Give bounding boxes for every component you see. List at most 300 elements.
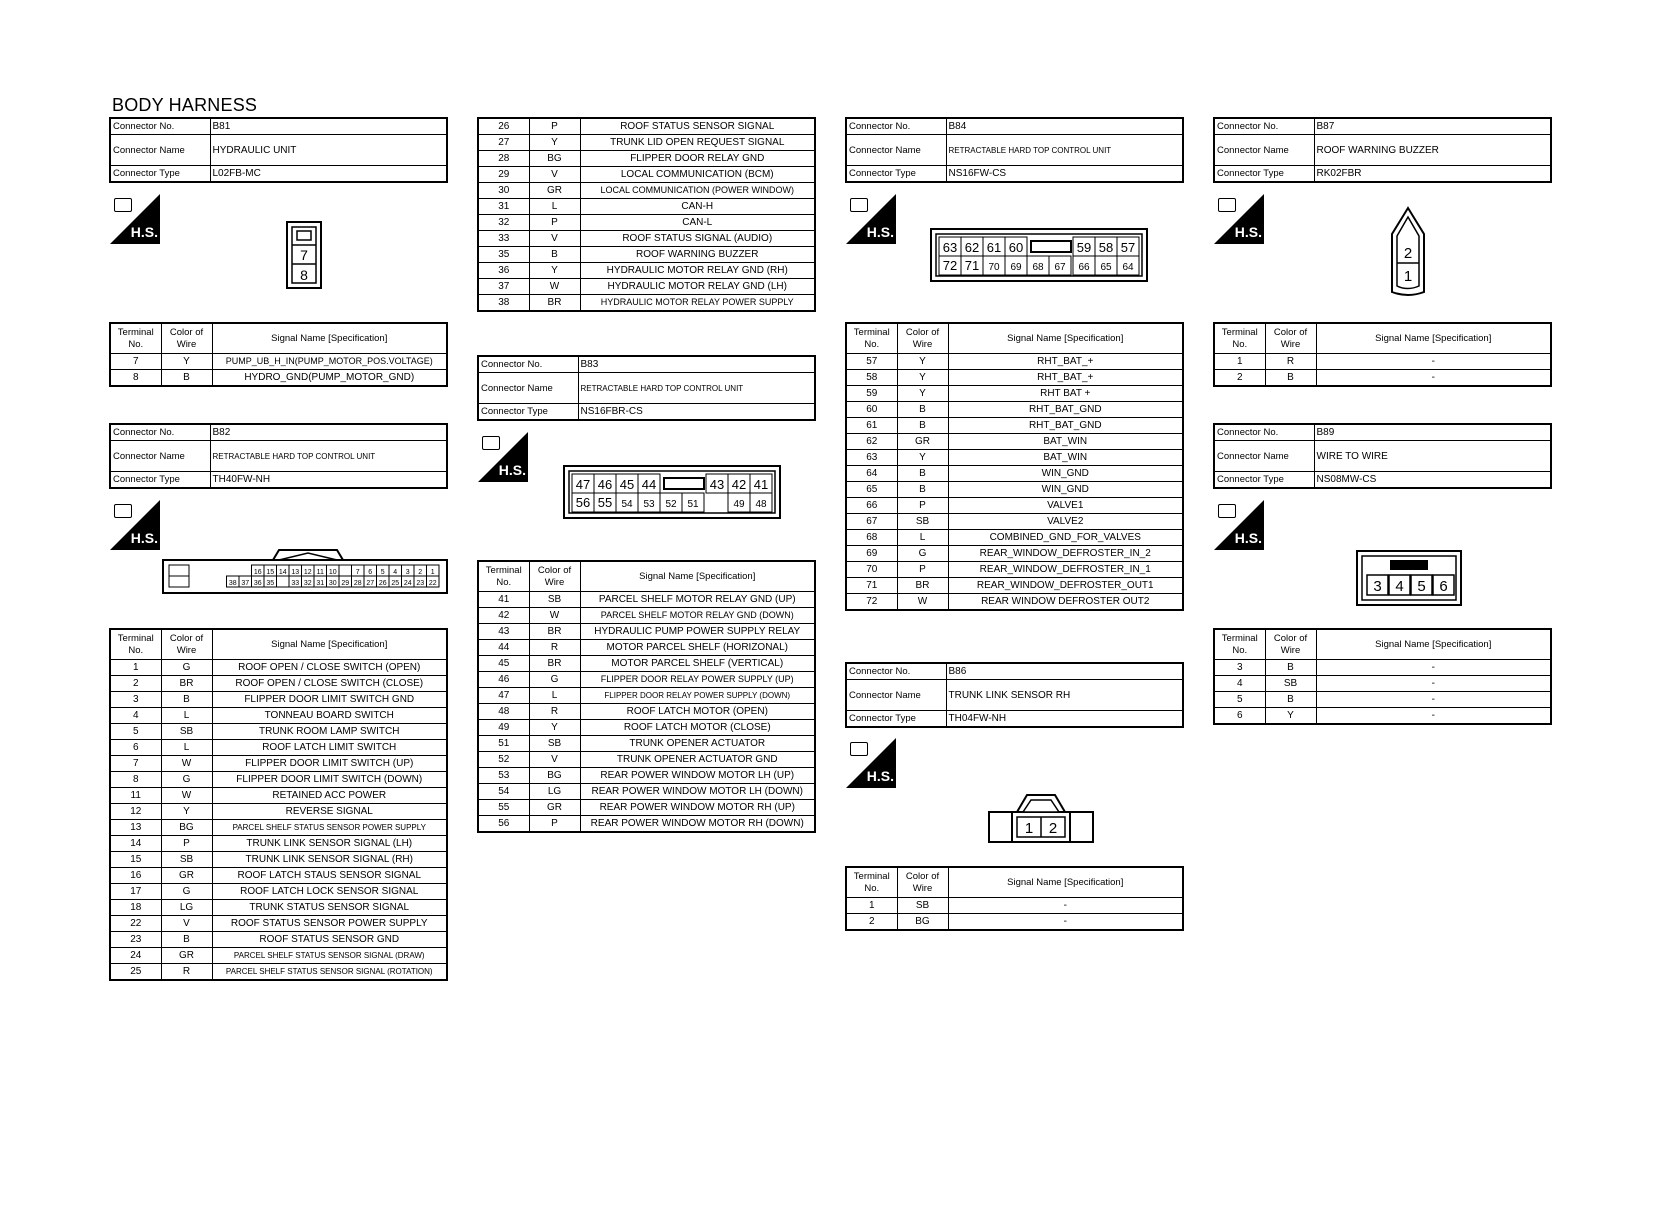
signal-name-header: Signal Name [Specification] (212, 323, 447, 354)
signal-name-cell: REAR_WINDOW_DEFROSTER_IN_1 (948, 562, 1183, 578)
wire-color-cell: SB (529, 736, 580, 752)
wire-color-cell: GR (529, 183, 580, 199)
terminal-no-header: Terminal No. (1214, 629, 1265, 660)
table-row (478, 624, 815, 640)
signal-name-header: Signal Name [Specification] (948, 323, 1183, 354)
b82-connector-diagram (161, 548, 449, 596)
b87-connector-no: B87 (1314, 118, 1551, 135)
terminal-no-cell: 62 (846, 434, 897, 450)
terminal-no-cell: 27 (478, 135, 529, 151)
b82-pin: 11 (316, 569, 324, 576)
terminal-no-cell: 32 (478, 215, 529, 231)
connector-name-label: Connector Name (1214, 441, 1314, 472)
wire-color-cell: SB (161, 852, 212, 868)
b84-connector-name: RETRACTABLE HARD TOP CONTROL UNIT (946, 135, 1183, 166)
table-row (478, 816, 815, 833)
hs-badge-icon: H.S. (1214, 194, 1264, 244)
connector-no-label: Connector No. (110, 118, 210, 135)
table-row (846, 514, 1183, 530)
b83-pin: 44 (641, 477, 657, 492)
wire-color-cell: R (1265, 354, 1316, 370)
terminal-no-cell: 16 (110, 868, 161, 884)
wire-color-cell: P (897, 498, 948, 514)
wire-color-cell: V (161, 916, 212, 932)
table-row (110, 692, 447, 708)
wire-color-cell: P (897, 562, 948, 578)
table-row (110, 772, 447, 788)
b84-connector-type: NS16FW-CS (946, 166, 1183, 183)
b83-terminal-table (477, 560, 816, 833)
wire-color-cell: BG (161, 820, 212, 836)
table-row (478, 135, 815, 151)
signal-name-cell: - (948, 914, 1183, 931)
b84-pin: 59 (1076, 240, 1092, 255)
terminal-no-cell: 23 (110, 932, 161, 948)
table-row (478, 118, 815, 135)
terminal-no-cell: 70 (846, 562, 897, 578)
table-row (110, 756, 447, 772)
terminal-no-cell: 72 (846, 594, 897, 611)
b84-pin: 71 (964, 258, 980, 273)
wire-color-cell: W (897, 594, 948, 611)
signal-name-cell: TRUNK ROOM LAMP SWITCH (212, 724, 447, 740)
wire-color-cell: Y (161, 804, 212, 820)
signal-name-cell: TRUNK OPENER ACTUATOR (580, 736, 815, 752)
b82-connector-name: RETRACTABLE HARD TOP CONTROL UNIT (210, 441, 447, 472)
b81-pin-8: 8 (300, 267, 308, 283)
signal-name-header: Signal Name [Specification] (1316, 629, 1551, 660)
terminal-no-cell: 57 (846, 354, 897, 370)
wire-color-cell: Y (1265, 708, 1316, 725)
table-row (110, 852, 447, 868)
b83-pin: 48 (755, 499, 767, 510)
terminal-no-cell: 25 (110, 964, 161, 981)
color-of-wire-header: Color of Wire (897, 323, 948, 354)
wire-color-cell: P (161, 836, 212, 852)
b82-pin: 16 (253, 569, 262, 576)
b89-pin: 5 (1417, 578, 1426, 595)
connector-no-label: Connector No. (846, 663, 946, 680)
signal-name-header: Signal Name [Specification] (1316, 323, 1551, 354)
page-title: BODY HARNESS (112, 95, 258, 115)
signal-name-cell: - (1316, 676, 1551, 692)
table-row (478, 263, 815, 279)
terminal-no-cell: 53 (478, 768, 529, 784)
signal-name-cell: FLIPPER DOOR RELAY POWER SUPPLY (DOWN) (580, 688, 815, 704)
table-row (110, 820, 447, 836)
wire-color-cell: GR (161, 948, 212, 964)
b82-pin: 25 (391, 580, 400, 587)
wire-color-cell: Y (529, 720, 580, 736)
wire-color-cell: B (897, 402, 948, 418)
b89-terminal-table (1213, 628, 1552, 725)
wire-color-cell: Y (897, 370, 948, 386)
table-row (846, 546, 1183, 562)
wire-color-cell: GR (161, 868, 212, 884)
b81-pin-7: 7 (300, 247, 308, 263)
signal-name-cell: ROOF OPEN / CLOSE SWITCH (CLOSE) (212, 676, 447, 692)
b82-terminal-table (109, 628, 448, 981)
table-row (846, 898, 1183, 914)
terminal-no-cell: 11 (110, 788, 161, 804)
wire-color-cell: P (529, 215, 580, 231)
b83-connector-type: NS16FBR-CS (578, 404, 815, 421)
b82-pin: 26 (378, 580, 387, 587)
terminal-no-cell: 52 (478, 752, 529, 768)
b87-connector-type: RK02FBR (1314, 166, 1551, 183)
b81-connector-type: L02FB-MC (210, 166, 447, 183)
wire-color-cell: V (529, 752, 580, 768)
b82-pin: 13 (291, 569, 300, 576)
signal-name-cell: ROOF LATCH MOTOR (CLOSE) (580, 720, 815, 736)
signal-name-cell: ROOF LATCH MOTOR (OPEN) (580, 704, 815, 720)
signal-name-cell: FLIPPER DOOR LIMIT SWITCH (UP) (212, 756, 447, 772)
terminal-no-cell: 22 (110, 916, 161, 932)
wire-color-cell: Y (529, 135, 580, 151)
b84-terminal-table (845, 322, 1184, 611)
signal-name-cell: - (1316, 708, 1551, 725)
terminal-no-cell: 48 (478, 704, 529, 720)
terminal-no-cell: 24 (110, 948, 161, 964)
b84-connector-no: B84 (946, 118, 1183, 135)
signal-name-cell: - (948, 898, 1183, 914)
wire-color-cell: R (161, 964, 212, 981)
table-row (478, 295, 815, 312)
b83-connector-no: B83 (578, 356, 815, 373)
table-row (1214, 692, 1551, 708)
terminal-no-cell: 31 (478, 199, 529, 215)
b82-pin: 6 (368, 569, 373, 576)
wire-color-cell: W (161, 756, 212, 772)
terminal-no-cell: 36 (478, 263, 529, 279)
table-row (846, 562, 1183, 578)
b82-pin: 23 (416, 580, 425, 587)
table-row (110, 932, 447, 948)
table-row (110, 836, 447, 852)
table-row (478, 608, 815, 624)
terminal-no-cell: 7 (110, 756, 161, 772)
wire-color-cell: SB (1265, 676, 1316, 692)
b82-pin: 33 (291, 580, 300, 587)
color-of-wire-header: Color of Wire (897, 867, 948, 898)
b83-pin: 56 (575, 495, 591, 510)
terminal-no-cell: 13 (110, 820, 161, 836)
connector-name-label: Connector Name (1214, 135, 1314, 166)
terminal-no-cell: 1 (846, 898, 897, 914)
connector-type-label: Connector Type (478, 404, 578, 421)
b84-connector-diagram (929, 227, 1153, 287)
terminal-no-header: Terminal No. (110, 323, 161, 354)
table-row (846, 578, 1183, 594)
wire-color-cell: P (529, 816, 580, 833)
wire-color-cell: G (529, 672, 580, 688)
terminal-no-cell: 26 (478, 118, 529, 135)
connector-no-label: Connector No. (1214, 424, 1314, 441)
signal-name-cell: ROOF OPEN / CLOSE SWITCH (OPEN) (212, 660, 447, 676)
signal-name-cell: ROOF STATUS SENSOR POWER SUPPLY (212, 916, 447, 932)
b83-connector-diagram (562, 464, 786, 524)
b82-pin: 10 (328, 569, 337, 576)
b82-pin: 28 (353, 580, 362, 587)
terminal-no-cell: 43 (478, 624, 529, 640)
table-row (478, 167, 815, 183)
wire-color-cell: G (161, 660, 212, 676)
b82-pin: 27 (366, 580, 375, 587)
wire-color-cell: BG (897, 914, 948, 931)
b82-pin: 32 (303, 580, 312, 587)
terminal-no-cell: 6 (1214, 708, 1265, 725)
signal-name-cell: TRUNK LID OPEN REQUEST SIGNAL (580, 135, 815, 151)
terminal-no-cell: 28 (478, 151, 529, 167)
terminal-no-cell: 1 (1214, 354, 1265, 370)
signal-name-cell: ROOF LATCH LIMIT SWITCH (212, 740, 447, 756)
signal-name-cell: TRUNK OPENER ACTUATOR GND (580, 752, 815, 768)
b84-info-table (845, 117, 1184, 183)
table-row (478, 688, 815, 704)
terminal-no-cell: 58 (846, 370, 897, 386)
table-row (478, 752, 815, 768)
signal-name-cell: LOCAL COMMUNICATION (BCM) (580, 167, 815, 183)
b87-connector-diagram (1388, 204, 1428, 298)
terminal-no-cell: 71 (846, 578, 897, 594)
signal-name-cell: CAN-H (580, 199, 815, 215)
b82-pin: 14 (278, 569, 287, 576)
wire-color-cell: B (1265, 370, 1316, 387)
b89-pin: 4 (1395, 578, 1404, 595)
wire-color-cell: BG (529, 151, 580, 167)
table-row (478, 768, 815, 784)
wire-color-cell: Y (897, 450, 948, 466)
table-row (110, 354, 447, 370)
wire-color-cell: L (529, 199, 580, 215)
wire-color-cell: SB (529, 592, 580, 608)
b82-pin: 1 (430, 569, 435, 576)
connector-name-label: Connector Name (846, 680, 946, 711)
wire-color-cell: Y (529, 263, 580, 279)
signal-name-cell: VALVE1 (948, 498, 1183, 514)
signal-name-cell: TRUNK LINK SENSOR SIGNAL (RH) (212, 852, 447, 868)
b84-pin: 62 (964, 240, 980, 255)
wire-color-cell: G (161, 772, 212, 788)
signal-name-cell: FLIPPER DOOR RELAY POWER SUPPLY (UP) (580, 672, 815, 688)
connector-name-label: Connector Name (110, 441, 210, 472)
b86-pin-1: 1 (1024, 820, 1034, 837)
b81-connector-diagram (285, 220, 325, 292)
signal-name-cell: ROOF STATUS SENSOR SIGNAL (580, 118, 815, 135)
hs-badge-icon: H.S. (846, 194, 896, 244)
signal-name-cell: HYDRAULIC MOTOR RELAY GND (LH) (580, 279, 815, 295)
table-row (110, 660, 447, 676)
terminal-no-cell: 2 (110, 676, 161, 692)
wire-color-cell: BR (161, 676, 212, 692)
b87-terminal-table (1213, 322, 1552, 387)
table-row (110, 708, 447, 724)
connector-type-label: Connector Type (846, 166, 946, 183)
terminal-no-cell: 29 (478, 167, 529, 183)
b83-pin: 53 (643, 499, 655, 510)
b89-connector-no: B89 (1314, 424, 1551, 441)
terminal-no-cell: 38 (478, 295, 529, 312)
table-row (110, 964, 447, 981)
table-row (478, 199, 815, 215)
b87-pin-1: 1 (1403, 268, 1413, 285)
b81-connector-name: HYDRAULIC UNIT (210, 135, 447, 166)
table-row (846, 482, 1183, 498)
hs-badge-icon: H.S. (110, 500, 160, 550)
wire-color-cell: R (529, 640, 580, 656)
b82-pin: 36 (253, 580, 262, 587)
terminal-no-cell: 17 (110, 884, 161, 900)
signal-name-cell: HYDRAULIC PUMP POWER SUPPLY RELAY (580, 624, 815, 640)
b89-pin: 3 (1373, 578, 1382, 595)
signal-name-cell: REAR POWER WINDOW MOTOR RH (UP) (580, 800, 815, 816)
color-of-wire-header: Color of Wire (161, 629, 212, 660)
terminal-no-cell: 5 (110, 724, 161, 740)
b82-pin: 31 (316, 580, 325, 587)
wire-color-cell: B (897, 418, 948, 434)
b81-info-table (109, 117, 448, 183)
wire-color-cell: GR (897, 434, 948, 450)
b83-pin: 51 (687, 499, 699, 510)
table-row (478, 231, 815, 247)
terminal-no-cell: 3 (110, 692, 161, 708)
signal-name-cell: REAR WINDOW DEFROSTER OUT2 (948, 594, 1183, 611)
table-row (478, 183, 815, 199)
b83-pin: 45 (619, 477, 635, 492)
table-row (846, 914, 1183, 931)
b83-pin: 42 (731, 477, 747, 492)
signal-name-header: Signal Name [Specification] (948, 867, 1183, 898)
signal-name-cell: MOTOR PARCEL SHELF (HORIZONAL) (580, 640, 815, 656)
signal-name-cell: - (1316, 692, 1551, 708)
b86-connector-type: TH04FW-NH (946, 711, 1183, 728)
terminal-no-cell: 67 (846, 514, 897, 530)
signal-name-cell: PARCEL SHELF STATUS SENSOR SIGNAL (DRAW) (212, 948, 447, 964)
signal-name-cell: COMBINED_GND_FOR_VALVES (948, 530, 1183, 546)
terminal-no-cell: 2 (846, 914, 897, 931)
signal-name-header: Signal Name [Specification] (212, 629, 447, 660)
hs-badge-icon: H.S. (1214, 500, 1264, 550)
terminal-no-cell: 33 (478, 231, 529, 247)
b89-connector-type: NS08MW-CS (1314, 472, 1551, 489)
connector-type-label: Connector Type (110, 472, 210, 489)
signal-name-cell: HYDRAULIC MOTOR RELAY GND (RH) (580, 263, 815, 279)
b89-pin: 6 (1439, 578, 1448, 595)
table-row (110, 804, 447, 820)
b82-pin: 5 (380, 569, 385, 576)
table-row (110, 676, 447, 692)
table-row (1214, 676, 1551, 692)
wire-color-cell: B (1265, 660, 1316, 676)
signal-name-cell: - (1316, 370, 1551, 387)
signal-name-cell: RHT_BAT_+ (948, 370, 1183, 386)
table-row (846, 594, 1183, 611)
b86-connector-diagram (987, 790, 1097, 846)
terminal-no-cell: 69 (846, 546, 897, 562)
b81-terminal-table (109, 322, 448, 387)
signal-name-cell: PARCEL SHELF MOTOR RELAY GND (UP) (580, 592, 815, 608)
signal-name-cell: REAR_WINDOW_DEFROSTER_IN_2 (948, 546, 1183, 562)
signal-name-cell: TRUNK LINK SENSOR SIGNAL (LH) (212, 836, 447, 852)
wire-color-cell: Y (897, 354, 948, 370)
b84-pin: 61 (986, 240, 1002, 255)
terminal-no-cell: 12 (110, 804, 161, 820)
table-row (846, 466, 1183, 482)
b89-info-table (1213, 423, 1552, 489)
table-row (846, 530, 1183, 546)
table-row (846, 434, 1183, 450)
table-row (478, 784, 815, 800)
signal-name-cell: RHT_BAT_GND (948, 402, 1183, 418)
signal-name-cell: ROOF STATUS SIGNAL (AUDIO) (580, 231, 815, 247)
terminal-no-cell: 64 (846, 466, 897, 482)
b82-pin: 12 (303, 569, 312, 576)
b86-pin-2: 2 (1048, 820, 1058, 837)
connector-name-label: Connector Name (110, 135, 210, 166)
b82-pin: 22 (428, 580, 437, 587)
b82-pin: 38 (228, 580, 237, 587)
b82-connector-type: TH40FW-NH (210, 472, 447, 489)
signal-name-cell: FLIPPER DOOR LIMIT SWITCH GND (212, 692, 447, 708)
b86-connector-name: TRUNK LINK SENSOR RH (946, 680, 1183, 711)
b84-pin: 66 (1078, 262, 1090, 273)
b81-connector-no: B81 (210, 118, 447, 135)
table-row (478, 151, 815, 167)
b82-terminal-table-cont (477, 117, 816, 312)
table-row (846, 402, 1183, 418)
terminal-no-cell: 18 (110, 900, 161, 916)
wire-color-cell: Y (897, 386, 948, 402)
signal-name-cell: REVERSE SIGNAL (212, 804, 447, 820)
table-row (110, 916, 447, 932)
terminal-no-cell: 46 (478, 672, 529, 688)
wire-color-cell: B (161, 692, 212, 708)
connector-type-label: Connector Type (846, 711, 946, 728)
wire-color-cell: LG (529, 784, 580, 800)
wire-color-cell: G (161, 884, 212, 900)
signal-name-cell: REAR POWER WINDOW MOTOR LH (UP) (580, 768, 815, 784)
table-row (478, 215, 815, 231)
terminal-no-cell: 8 (110, 370, 161, 387)
b83-pin: 46 (597, 477, 613, 492)
signal-name-cell: PARCEL SHELF MOTOR RELAY GND (DOWN) (580, 608, 815, 624)
b82-pin: 2 (418, 569, 423, 576)
signal-name-cell: LOCAL COMMUNICATION (POWER WINDOW) (580, 183, 815, 199)
terminal-no-cell: 44 (478, 640, 529, 656)
wire-color-cell: BR (897, 578, 948, 594)
table-row (110, 724, 447, 740)
terminal-no-cell: 6 (110, 740, 161, 756)
b84-pin: 67 (1054, 262, 1066, 273)
b82-pin: 37 (241, 580, 250, 587)
signal-name-cell: BAT_WIN (948, 450, 1183, 466)
b82-pin: 3 (405, 569, 410, 576)
b84-pin: 69 (1010, 262, 1022, 273)
wire-color-cell: W (529, 608, 580, 624)
terminal-no-cell: 65 (846, 482, 897, 498)
table-row (846, 418, 1183, 434)
connector-no-label: Connector No. (1214, 118, 1314, 135)
b83-pin: 55 (597, 495, 613, 510)
terminal-no-cell: 47 (478, 688, 529, 704)
table-row (110, 948, 447, 964)
b83-pin: 47 (575, 477, 591, 492)
signal-name-cell: RHT BAT + (948, 386, 1183, 402)
wire-color-cell: SB (161, 724, 212, 740)
table-row (478, 247, 815, 263)
connector-type-label: Connector Type (1214, 166, 1314, 183)
wire-color-cell: B (529, 247, 580, 263)
